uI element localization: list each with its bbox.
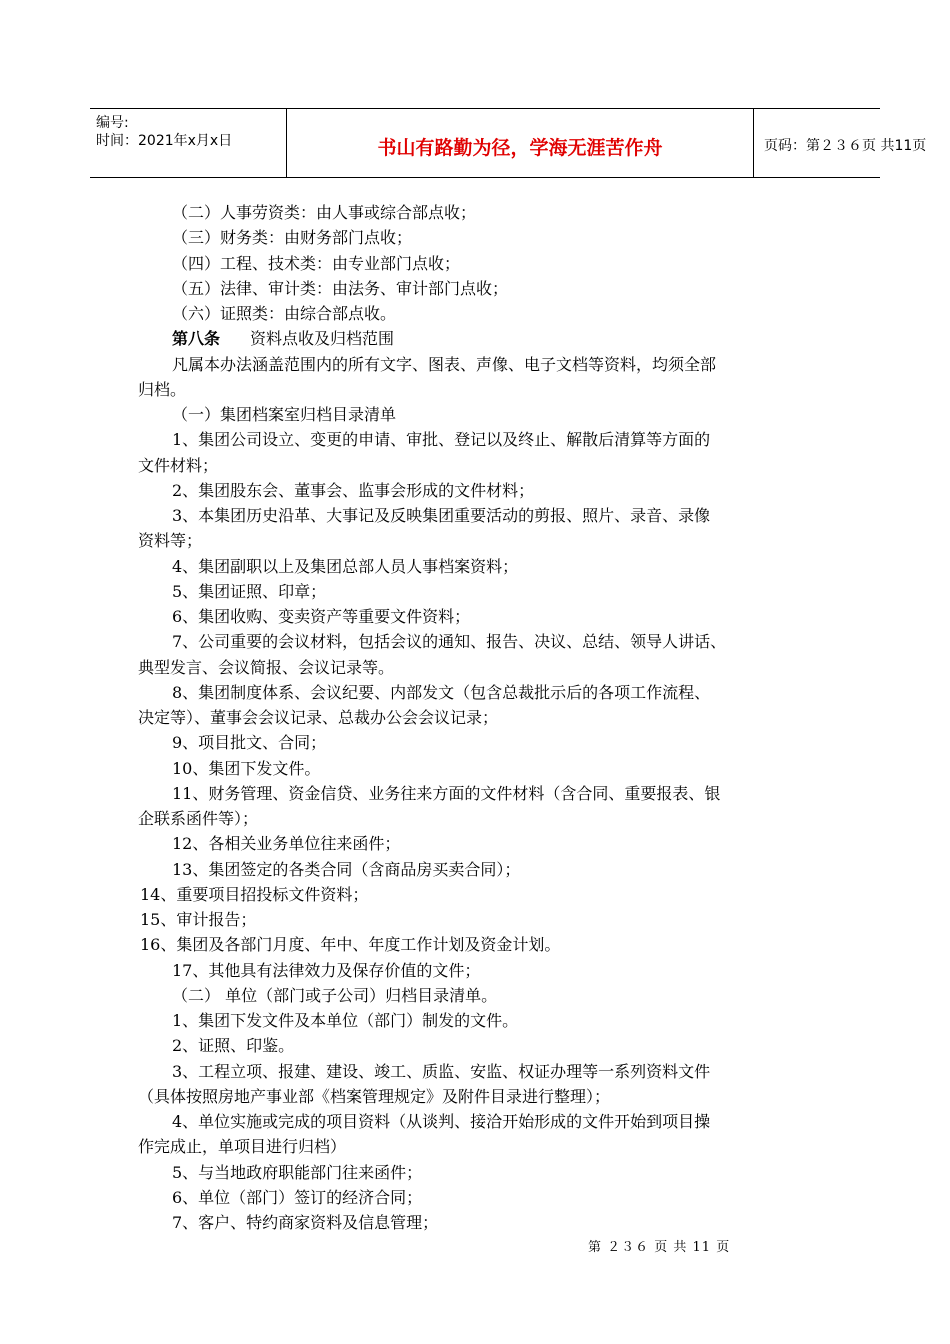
text-line: 文件材料； [138,456,219,475]
text-line: 5、与当地政府职能部门往来函件； [172,1163,423,1182]
text-line: （一）集团档案室归档目录清单 [172,405,397,424]
page-label: 页码：第２３６页 共11页 [764,138,927,154]
text-line: 3、本集团历史沿革、大事记及反映集团重要活动的剪报、照片、录音、录像 [172,506,711,525]
text-line: （二）人事劳资类：由人事或综合部点收； [172,203,477,222]
text-line: 12、各相关业务单位往来函件； [172,834,401,853]
text-line: 4、集团副职以上及集团总部人员人事档案资料； [172,557,519,576]
time-label: 时间：2021年x月x日 [96,133,233,149]
article-title: 资料点收及归档范围 [250,329,395,348]
text-line: 典型发言、会议简报、会议记录等。 [138,658,395,677]
text-line: 2、证照、印鉴。 [172,1036,295,1055]
text-line: 7、公司重要的会议材料，包括会议的通知、报告、决议、总结、领导人讲话、 [172,632,727,651]
text-line: 13、集团签定的各类合同（含商品房买卖合同）； [172,860,521,879]
page-footer: 第 ２３６ 页 共 11 页 [588,1240,731,1255]
text-line: （二） 单位（部门或子公司）归档目录清单。 [172,986,498,1005]
text-line: 企联系函件等）； [138,809,259,828]
text-line: 17、其他具有法律效力及保存价值的文件； [172,961,481,980]
header-info-cell [90,109,286,177]
text-line: 凡属本办法涵盖范围内的所有文字、图表、声像、电子文档等资料，均须全部 [172,355,717,374]
text-line: （五）法律、审计类：由法务、审计部门点收； [172,279,509,298]
text-line: 决定等）、董事会会议记录、总裁办公会会议记录； [138,708,499,727]
text-line: 资料等； [138,531,203,550]
text-line: 7、客户、特约商家资料及信息管理； [172,1213,439,1232]
text-line: （三）财务类：由财务部门点收； [172,228,413,247]
text-line: 作完成止，单项目进行归档） [138,1137,347,1156]
text-line: 15、审计报告； [140,910,257,929]
article-heading: 第八条 [172,329,221,348]
header-motto-cell [286,109,754,177]
number-label: 编号: [96,115,129,131]
text-line: 14、重要项目招投标文件资料； [140,885,369,904]
header-page-cell [754,109,927,177]
text-line: 4、单位实施或完成的项目资料（从谈判、接洽开始形成的文件开始到项目操 [172,1112,711,1131]
text-line: 2、集团股东会、董事会、监事会形成的文件材料； [172,481,535,500]
text-line: 9、项目批文、合同； [172,733,327,752]
text-line: 归档。 [138,380,187,399]
text-line: （四）工程、技术类：由专业部门点收； [172,254,461,273]
text-line: 10、集团下发文件。 [172,759,321,778]
motto: 书山有路勤为径，学海无涯苦作舟 [377,137,663,159]
text-line: 1、集团公司设立、变更的申请、审批、登记以及终止、解散后清算等方面的 [172,430,711,449]
text-line: 3、工程立项、报建、建设、竣工、质监、安监、权证办理等一系列资料文件 [172,1062,711,1081]
text-line: 1、集团下发文件及本单位（部门）制发的文件。 [172,1011,519,1030]
text-line: 5、集团证照、印章； [172,582,327,601]
text-line: （六）证照类：由综合部点收。 [172,304,397,323]
text-line: 16、集团及各部门月度、年中、年度工作计划及资金计划。 [140,935,561,954]
text-line: 11、财务管理、资金信贷、业务往来方面的文件材料（含合同、重要报表、银 [172,784,721,803]
text-line: 6、集团收购、变卖资产等重要文件资料； [172,607,471,626]
text-line: （具体按照房地产事业部《档案管理规定》及附件目录进行整理）； [138,1087,611,1106]
page-header [90,108,927,178]
text-line: 8、集团制度体系、会议纪要、内部发文（包含总裁批示后的各项工作流程、 [172,683,711,702]
text-line: 6、单位（部门）签订的经济合同； [172,1188,423,1207]
